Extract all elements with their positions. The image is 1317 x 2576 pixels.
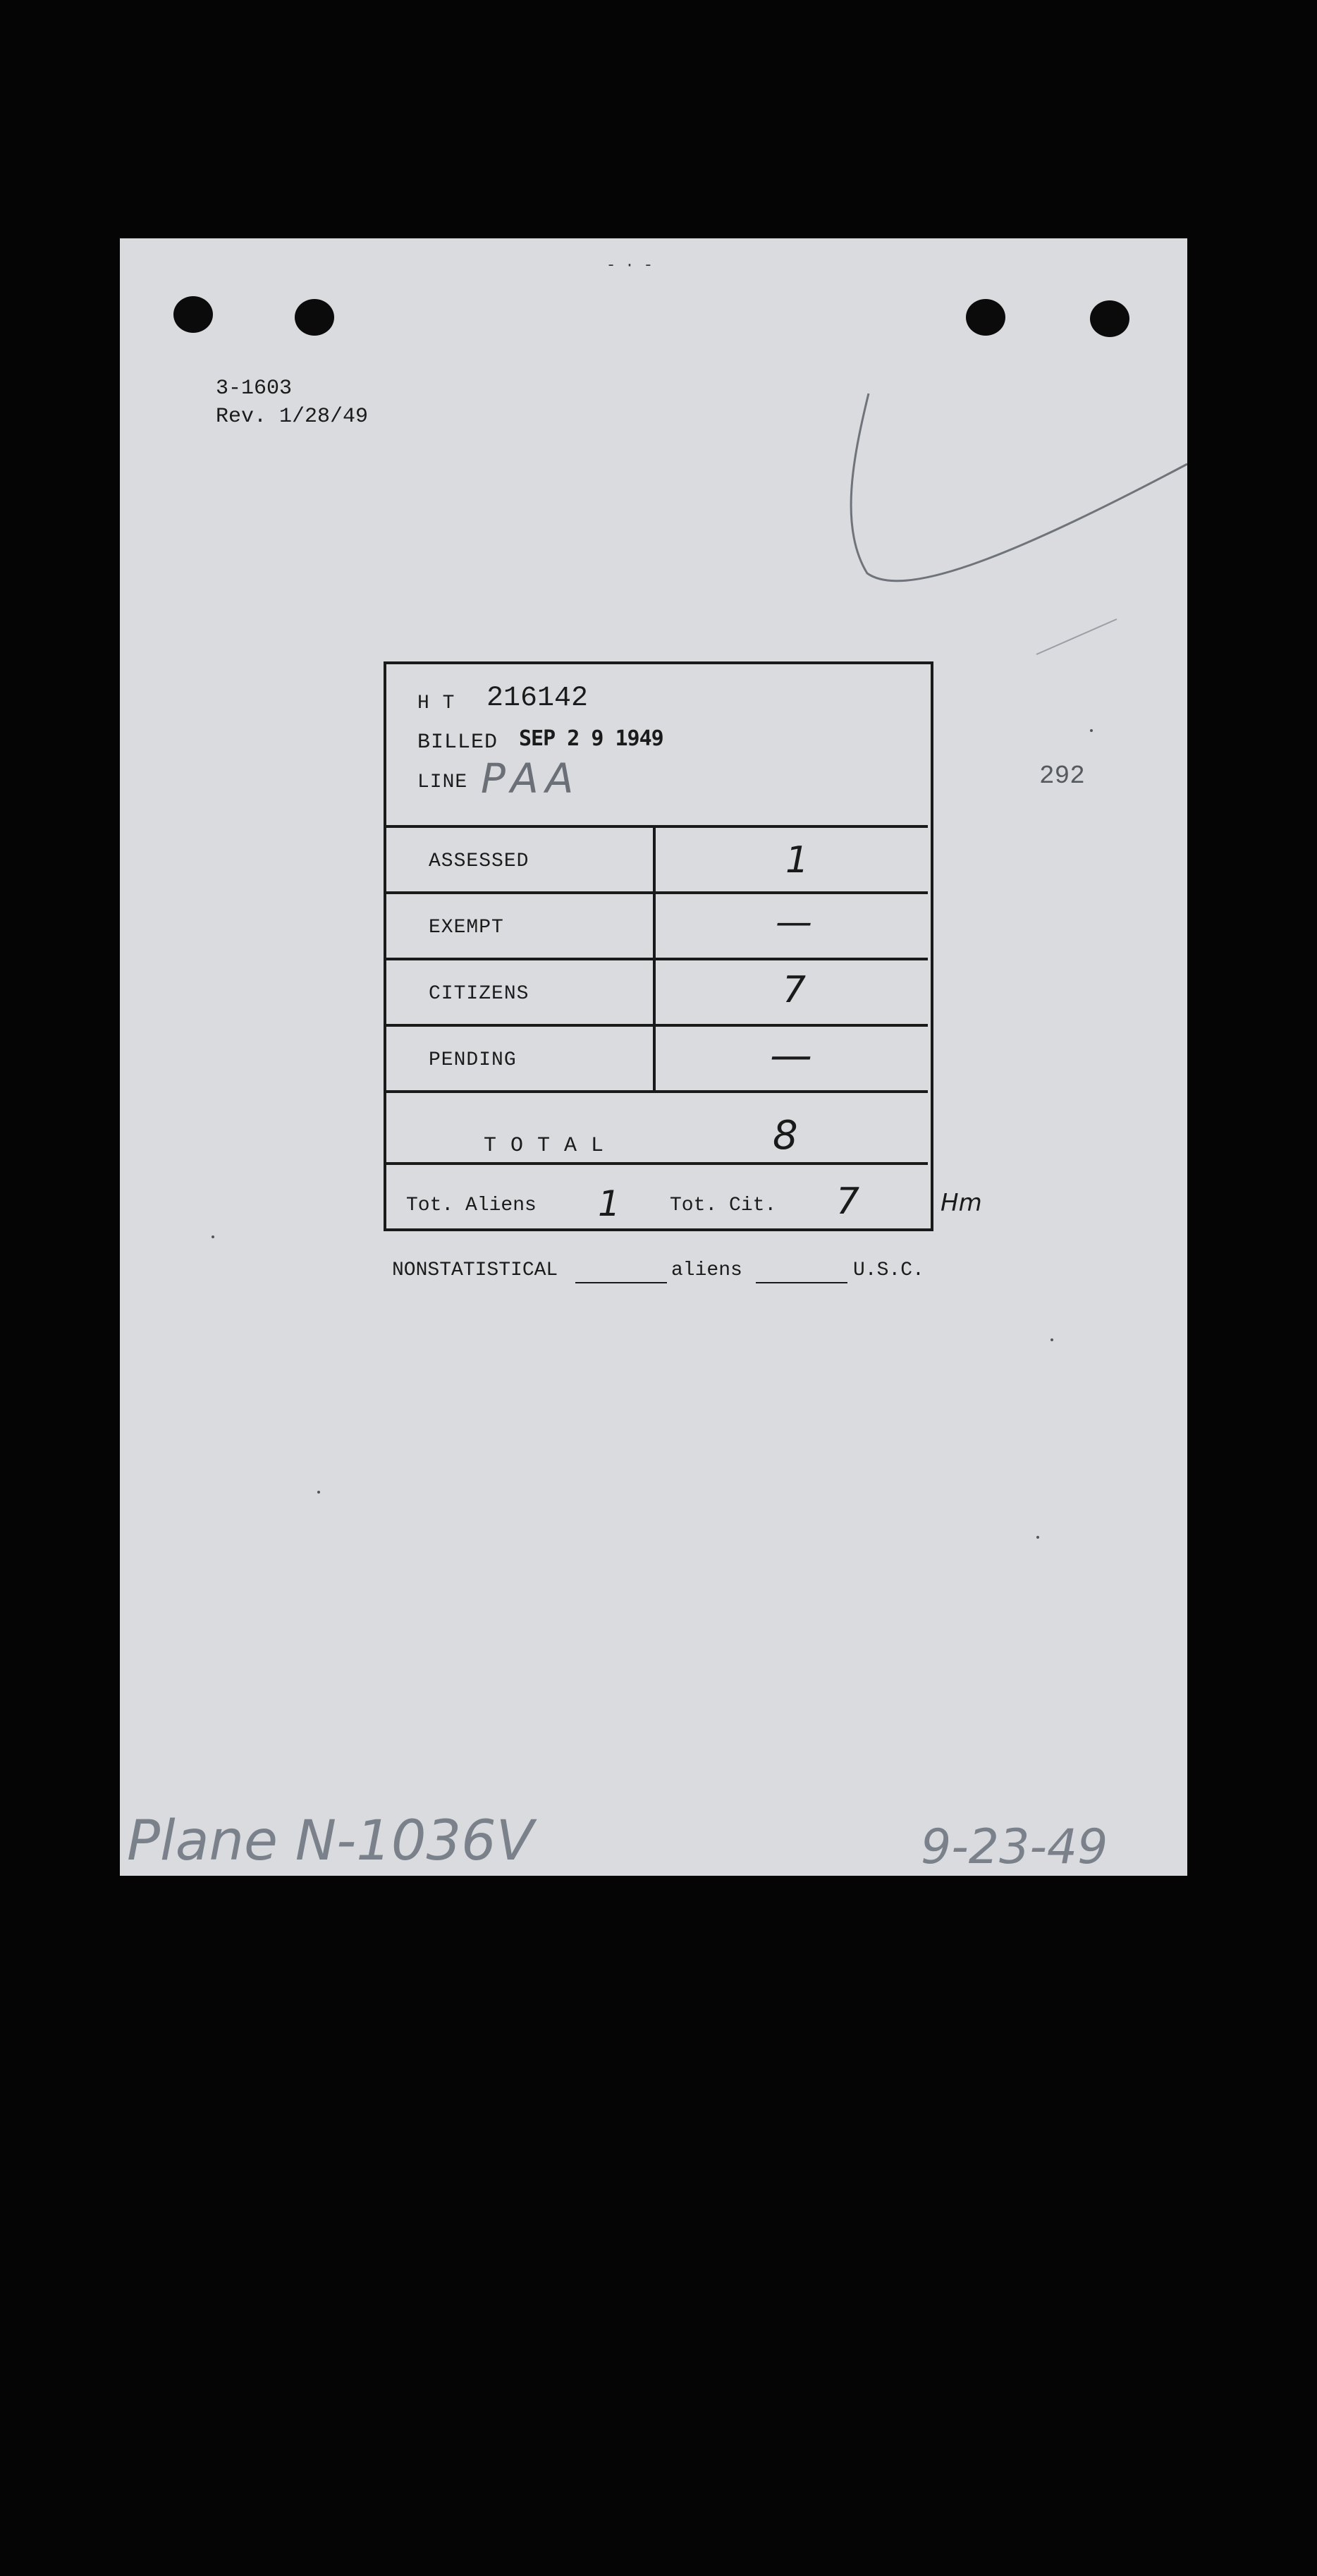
plane-annotation: Plane N-1036V <box>127 1809 534 1873</box>
usc-label: U.S.C. <box>853 1259 924 1281</box>
tot-cit-label: Tot. Cit. <box>670 1195 777 1216</box>
initials: Hm <box>941 1189 982 1217</box>
aliens-label: aliens <box>671 1259 742 1281</box>
row-value-pending: — <box>770 1031 812 1080</box>
blank-line <box>575 1282 667 1283</box>
form-revision: Rev. 1/28/49 <box>216 405 369 429</box>
rule <box>384 825 928 828</box>
rule <box>384 1024 928 1027</box>
speck <box>1050 1338 1053 1341</box>
top-mark: - · - <box>606 257 654 274</box>
rule <box>384 1162 928 1165</box>
tot-aliens-label: Tot. Aliens <box>406 1195 537 1216</box>
speck <box>317 1491 320 1494</box>
punch-hole <box>966 299 1005 336</box>
manifest-form <box>384 661 982 1471</box>
ht-number: 216142 <box>486 683 589 714</box>
row-label-exempt: EXEMPT <box>429 917 504 939</box>
speck <box>1090 729 1093 732</box>
document-page <box>120 238 1187 1876</box>
total-label: T O T A L <box>484 1134 605 1158</box>
column-divider <box>653 828 656 1093</box>
punch-hole <box>173 296 213 333</box>
billed-label: BILLED <box>417 731 498 755</box>
rule <box>384 958 928 960</box>
punch-hole <box>1090 300 1129 337</box>
form-number: 3-1603 <box>216 377 293 401</box>
total-value: 8 <box>773 1113 798 1159</box>
row-value-exempt: — <box>776 901 812 944</box>
line-label: LINE <box>417 771 468 793</box>
punch-hole <box>295 299 334 336</box>
rule <box>384 891 928 894</box>
date-annotation: 9-23-49 <box>921 1819 1108 1875</box>
line-value: PAA <box>481 755 581 802</box>
row-value-assessed: 1 <box>785 839 809 881</box>
tot-aliens-value: 1 <box>598 1183 620 1224</box>
row-label-assessed: ASSESSED <box>429 850 529 872</box>
row-label-pending: PENDING <box>429 1049 517 1071</box>
speck <box>1036 1536 1039 1539</box>
speck <box>212 1235 214 1238</box>
row-value-citizens: 7 <box>783 969 807 1011</box>
billed-date-stamp: SEP 2 9 1949 <box>519 726 663 751</box>
rule <box>384 1090 928 1093</box>
nonstatistical-label: NONSTATISTICAL <box>392 1259 558 1281</box>
ht-label: H T <box>417 692 455 714</box>
page-number: 292 <box>1039 762 1085 790</box>
blank-line <box>756 1282 847 1283</box>
tot-cit-value: 7 <box>836 1180 860 1223</box>
row-label-citizens: CITIZENS <box>429 983 529 1005</box>
